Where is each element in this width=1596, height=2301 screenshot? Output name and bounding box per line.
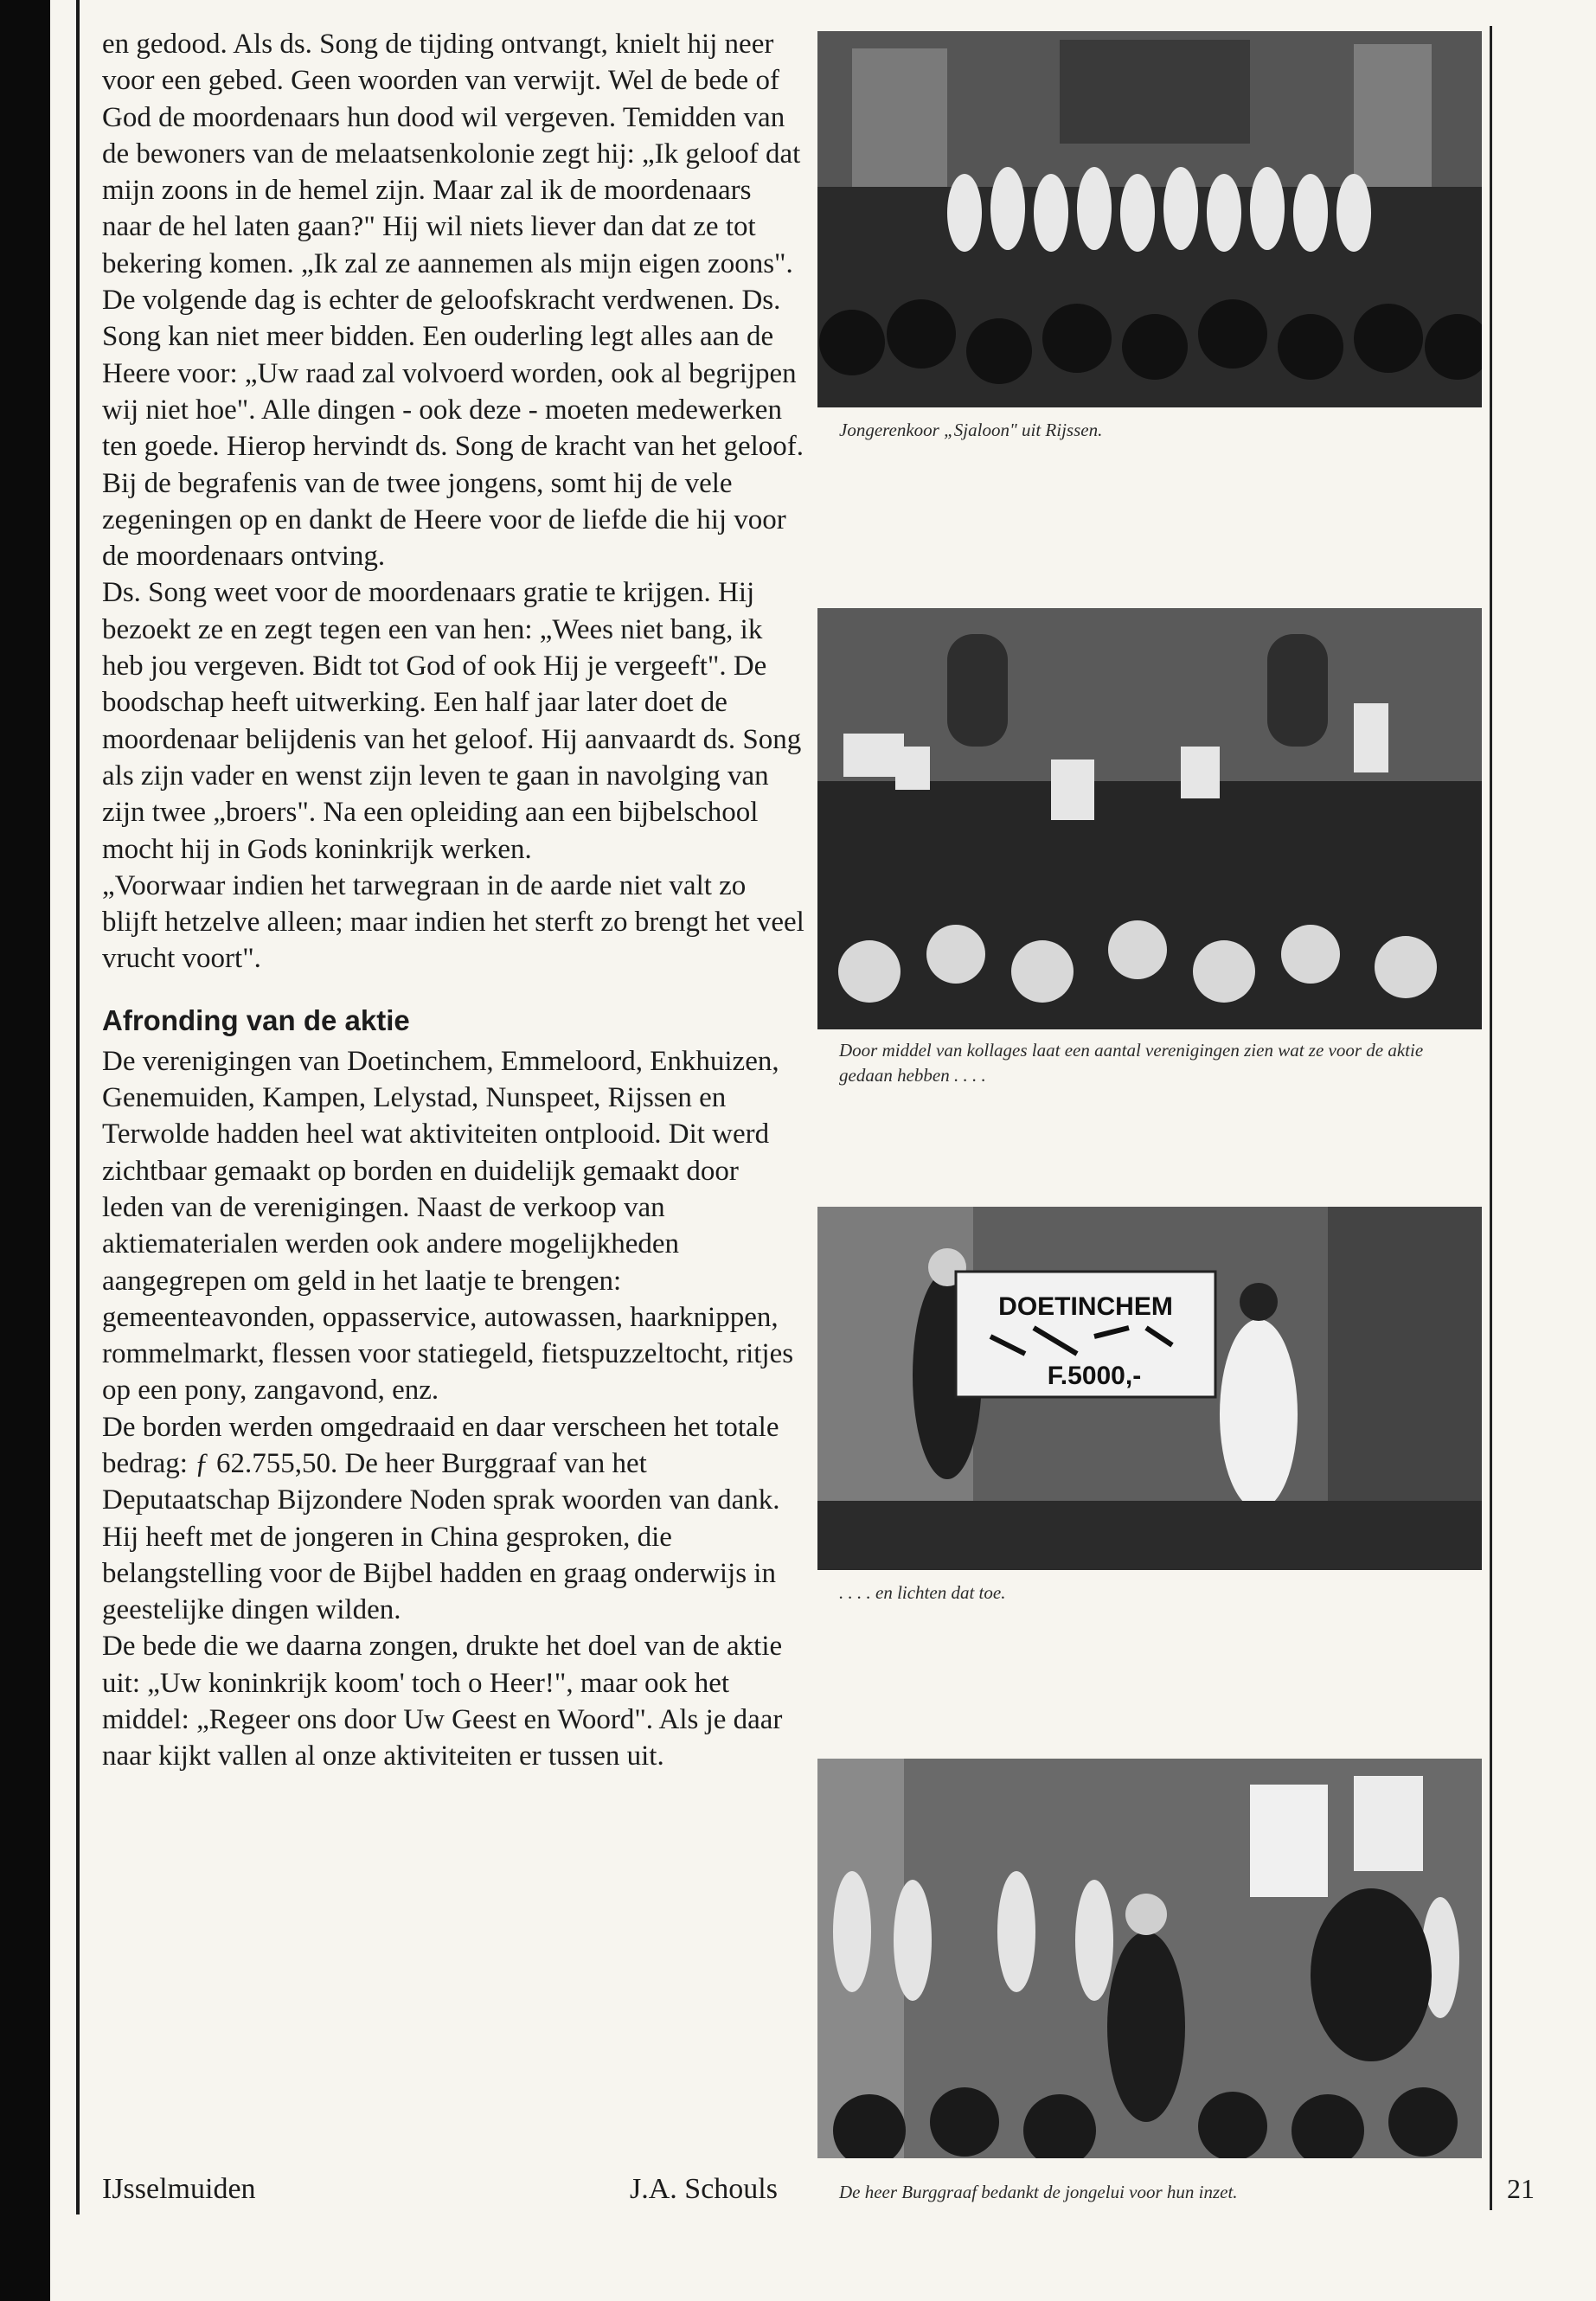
left-column-rule: [76, 0, 80, 2214]
photo-collages: [817, 608, 1482, 1029]
article-paragraph: De verenigingen van Doetinchem, Emmeloord, Enkhuizen, Genemuiden, Kampen, Lelystad, Nunspeet, Rijssen en Terwolde hadden heel wat aktiviteiten ontplooid. Dit werd zichtbaar gemaakt op borden en duidelijk gemaakt door leden van de verenigingen. Naast de verkoop van aktiematerialen werden ook andere mogelijkheden aangegrepen om geld in het laatje te brengen: gemeenteavonden, oppasservice, autowassen, haarknippen, rommelmarkt, flessen voor statiegeld, fietspuzzeltocht, ritjes op een pony, zangavond, enz.: [102, 1045, 794, 1407]
footer-place: IJsselmuiden: [102, 2173, 256, 2205]
article-body: [102, 26, 807, 1775]
scan-edge: [0, 0, 50, 2301]
section-heading: Afronding van de aktie: [102, 1003, 410, 1036]
article-paragraph: De volgende dag is echter de geloofskracht verdwenen. Ds. Song kan niet meer bidden. Een ouderling legt alles aan de Heere voor: „Uw raad zal volvoerd worden, ook al begrijpen wij niet hoe". Alle dingen - ook deze - moeten medewerken ten goede. Hierop hervindt ds. Song de kracht van het geloof.: [102, 285, 804, 463]
photo-caption: . . . . en lichten dat toe.: [839, 1582, 1006, 1603]
article-paragraph: Bij de begrafenis van de twee jongens, somt hij de vele zegeningen op en dankt de Heere voor de liefde die hij voor de moordenaars ontving.: [102, 467, 786, 573]
article-paragraph: en gedood. Als ds. Song de tijding ontvangt, knielt hij neer voor een gebed. Geen woorden van verwijt. Wel de bede of God de moordenaars hun dood wil vergeven. Temidden van de bewoners van de melaatsenkolonie zegt hij: „Ik geloof dat mijn zoons in de hemel zijn. Maar zal ik de moordenaars naar de hel laten gaan?" Hij wil niets liever dan dat ze tot bekering komen. „Ik zal ze aannemen als mijn eigen zoons".: [102, 29, 801, 279]
article-paragraph: Ds. Song weet voor de moordenaars gratie te krijgen. Hij bezoekt ze en zegt tegen een van hen: „Wees niet bang, ik heb jou vergeven. Bidt tot God of ook Hij je vergeeft". De boodschap heeft uitwerking. Een half jaar later doet de moordenaar belijdenis van het geloof. Hij aanvaardt ds. Song als zijn vader en wenst zijn leven te gaan in navolging van zijn twee „broers". Na een opleiding aan een bijbelschool mocht hij in Gods koninkrijk werken.: [102, 577, 802, 865]
article-paragraph: „Voorwaar indien het tarwegraan in de aarde niet valt zo blijft hetzelve alleen; maar indien het sterft zo brengt het veel vrucht voort".: [102, 869, 804, 975]
article-paragraph: De borden werden omgedraaid en daar verscheen het totale bedrag: ƒ 62.755,50. De heer Burggraaf van het Deputaatschap Bijzondere Noden sprak woorden van dank. Hij heeft met de jongeren in China gesproken, die belangstelling voor de Bijbel hadden en graag onderwijs in geestelijke dingen wilden.: [102, 1411, 780, 1626]
photo-choir: [817, 31, 1482, 407]
photo-caption: De heer Burggraaf bedankt de jongelui voor hun inzet.: [839, 2182, 1238, 2202]
sign-line-2: F.5000,-: [1047, 1362, 1142, 1390]
photo-doetinchem-sign: [817, 1207, 1482, 1570]
photo-caption: Jongerenkoor „Sjaloon" uit Rijssen.: [839, 420, 1103, 440]
photo-caption: Door middel van kollages laat een aantal verenigingen zien wat ze voor de aktie gedaan hebben . . . .: [839, 1040, 1424, 1086]
sign-line-1: DOETINCHEM: [998, 1292, 1173, 1321]
photo-burggraaf: [817, 1759, 1482, 2158]
page-number: 21: [1507, 2173, 1535, 2204]
right-column-rule: [1490, 26, 1492, 2210]
footer-author: J.A. Schouls: [630, 2173, 778, 2205]
article-paragraph: De bede die we daarna zongen, drukte het doel van de aktie uit: „Uw koninkrijk koom' toch o Heer!", maar ook het middel: „Regeer ons door Uw Geest en Woord". Als je daar naar kijkt vallen al onze aktiviteiten er tussen uit.: [102, 1631, 783, 1772]
